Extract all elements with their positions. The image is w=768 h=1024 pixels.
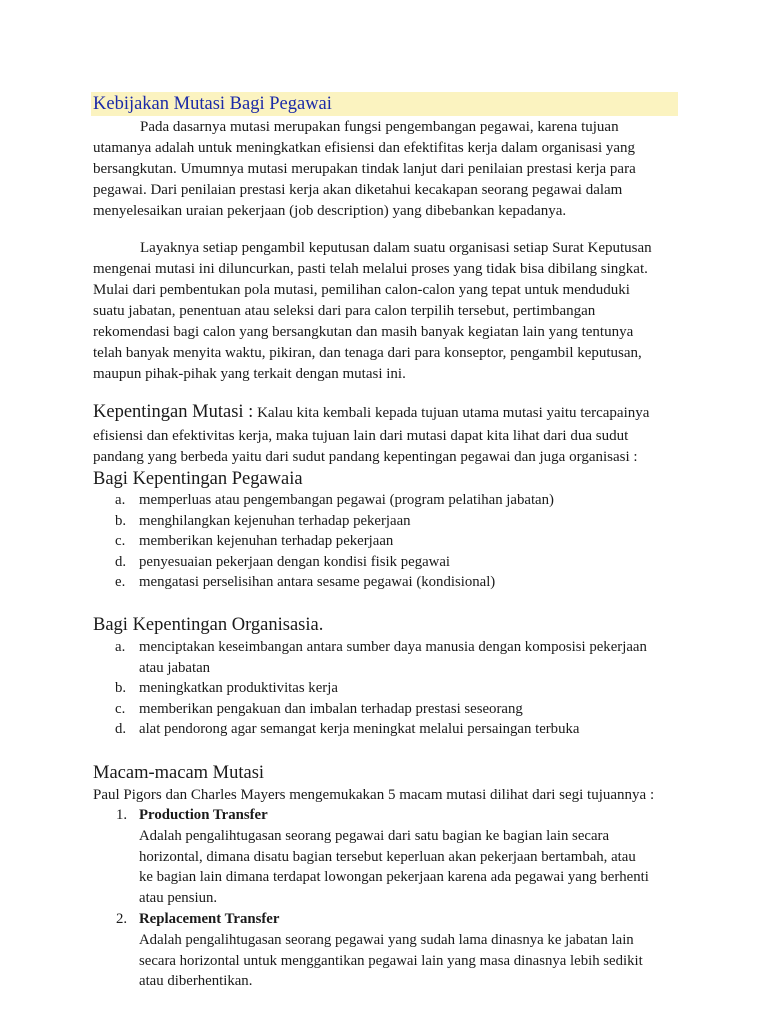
paragraph-line: rekomendasi bagi calon yang bersangkutan dan masih banyak kegiatan lain yang tentunya: [93, 324, 634, 340]
list-item-text: memperluas atau pengembangan pegawai (program pelatihan jabatan): [139, 492, 554, 508]
paragraph-line: telah banyak menyita waktu, pikiran, dan tenaga dari para konseptor, pengambil keputusan,: [93, 345, 642, 361]
mutasi-description-line: atau pensiun.: [139, 890, 218, 907]
intro-paragraph-2: [93, 238, 652, 385]
list-item: [93, 511, 554, 532]
list-item-text: meningkatkan produktivitas kerja: [139, 680, 338, 697]
list-item: [93, 699, 647, 720]
kepentingan-section: [93, 402, 649, 468]
mutasi-type-name: Production Transfer: [139, 807, 268, 823]
kepentingan-first-text: Kalau kita kembali kepada tujuan utama mutasi yaitu tercapainya: [253, 405, 650, 421]
list-item: [93, 552, 554, 573]
bagi-pegawai-list: [93, 490, 554, 593]
bagi-organisasi-heading: Bagi Kepentingan Organisasia.: [93, 615, 324, 635]
list-item: [93, 909, 649, 992]
list-marker: c.: [115, 533, 126, 550]
list-marker: 1.: [116, 807, 128, 823]
mutasi-type-name: Replacement Transfer: [139, 910, 280, 927]
list-marker: a.: [115, 639, 126, 655]
list-marker: d.: [115, 721, 127, 738]
list-item-text: mengatasi perselisihan antara sesame pegawai (kondisional): [139, 574, 496, 591]
list-item: [93, 719, 647, 740]
paragraph-line: Layaknya setiap pengambil keputusan dalam suatu organisasi setiap Surat Keputusan: [140, 240, 652, 256]
list-marker: b.: [115, 512, 127, 529]
paragraph-line: Pada dasarnya mutasi merupakan fungsi pengembangan pegawai, karena tujuan: [140, 119, 619, 135]
document-title: Kebijakan Mutasi Bagi Pegawai: [93, 94, 332, 114]
intro-paragraph-1: [93, 117, 636, 222]
list-marker: 2.: [116, 910, 128, 927]
list-marker: e.: [115, 574, 126, 591]
list-marker: c.: [115, 700, 126, 717]
macam-heading: Macam-macam Mutasi: [93, 763, 265, 783]
paragraph-line: Mulai dari pembentukan pola mutasi, pemilihan calon-calon yang tepat untuk menduduki: [93, 282, 630, 298]
list-marker: d.: [115, 553, 127, 570]
list-marker: b.: [115, 680, 127, 697]
bagi-pegawai-heading: Bagi Kepentingan Pegawaia: [93, 469, 303, 489]
list-item-text: memberikan kejenuhan terhadap pekerjaan: [139, 533, 394, 550]
paragraph-line: bersangkutan. Umumnya mutasi merupakan tindak lanjut dari penilaian prestasi kerja para: [93, 161, 636, 177]
list-item-text: memberikan pengakuan dan imbalan terhadap prestasi seseorang: [139, 700, 523, 717]
kepentingan-first-line: [93, 402, 649, 426]
paragraph-line: maupun pihak-pihak yang terkait dengan mutasi ini.: [93, 366, 406, 382]
list-item-text: menghilangkan kejenuhan terhadap pekerjaan: [139, 512, 411, 529]
mutasi-description-line: atau diberhentikan.: [139, 973, 253, 990]
mutasi-description-line: horizontal, dimana disatu bagian tersebut keperluan akan pekerjaan bertambah, atau: [139, 848, 636, 865]
list-marker: a.: [115, 492, 126, 508]
mutasi-description-line: Adalah pengalihtugasan seorang pegawai dari satu bagian ke bagian lain secara: [139, 827, 610, 844]
macam-list: [93, 805, 649, 992]
kepentingan-heading: Kepentingan Mutasi :: [93, 402, 254, 422]
paragraph-line: efisiensi dan efektivitas kerja, maka tujuan lain dari mutasi dapat kita lihat dari dua sudut: [93, 428, 629, 444]
paragraph-line: pandang yang berbeda yaitu dari sudut pandang kepentingan pegawai dan juga organisasi :: [93, 449, 638, 465]
list-item: [93, 490, 554, 511]
mutasi-description-line: Adalah pengalihtugasan seorang pegawai yang sudah lama dinasnya ke jabatan lain: [139, 931, 634, 948]
list-item-text: atau jabatan: [139, 659, 211, 676]
mutasi-description-line: secara horizontal untuk menggantikan pegawai lain yang masa dinasnya lebih sedikit: [139, 952, 643, 969]
paragraph-line: utamanya adalah untuk meningkatkan efisiensi dan efektifitas kerja dalam organisasi yang: [93, 140, 636, 156]
bagi-organisasi-list: [93, 637, 647, 740]
list-item-text: alat pendorong agar semangat kerja meningkat melalui persaingan terbuka: [139, 721, 580, 738]
list-item-text: menciptakan keseimbangan antara sumber daya manusia dengan komposisi pekerjaan: [139, 639, 647, 655]
paragraph-line: mengenai mutasi ini diluncurkan, pasti telah melalui proses yang tidak bisa dibilang singkat.: [93, 261, 648, 277]
list-item: [93, 678, 647, 699]
list-item: [93, 531, 554, 552]
paragraph-line: menyelesaikan uraian pekerjaan (job description) yang dibebankan kepadanya.: [93, 203, 567, 219]
list-item: [93, 637, 647, 678]
list-item: [93, 572, 554, 593]
paragraph-line: suatu jabatan, penentuan atau seleksi dari para calon terpilih tersebut, pertimbangan: [93, 303, 596, 319]
macam-intro: Paul Pigors dan Charles Mayers mengemukakan 5 macam mutasi dilihat dari segi tujuannya :: [93, 787, 655, 803]
list-item: [93, 805, 649, 909]
paragraph-line: pegawai. Dari penilaian prestasi kerja akan diketahui kecakapan seorang pegawai dalam: [93, 182, 623, 198]
mutasi-description-line: ke bagian lain dimana terdapat lowongan pekerjaan karena ada pegawai yang berhenti: [139, 869, 649, 886]
list-item-text: penyesuaian pekerjaan dengan kondisi fisik pegawai: [139, 553, 451, 570]
